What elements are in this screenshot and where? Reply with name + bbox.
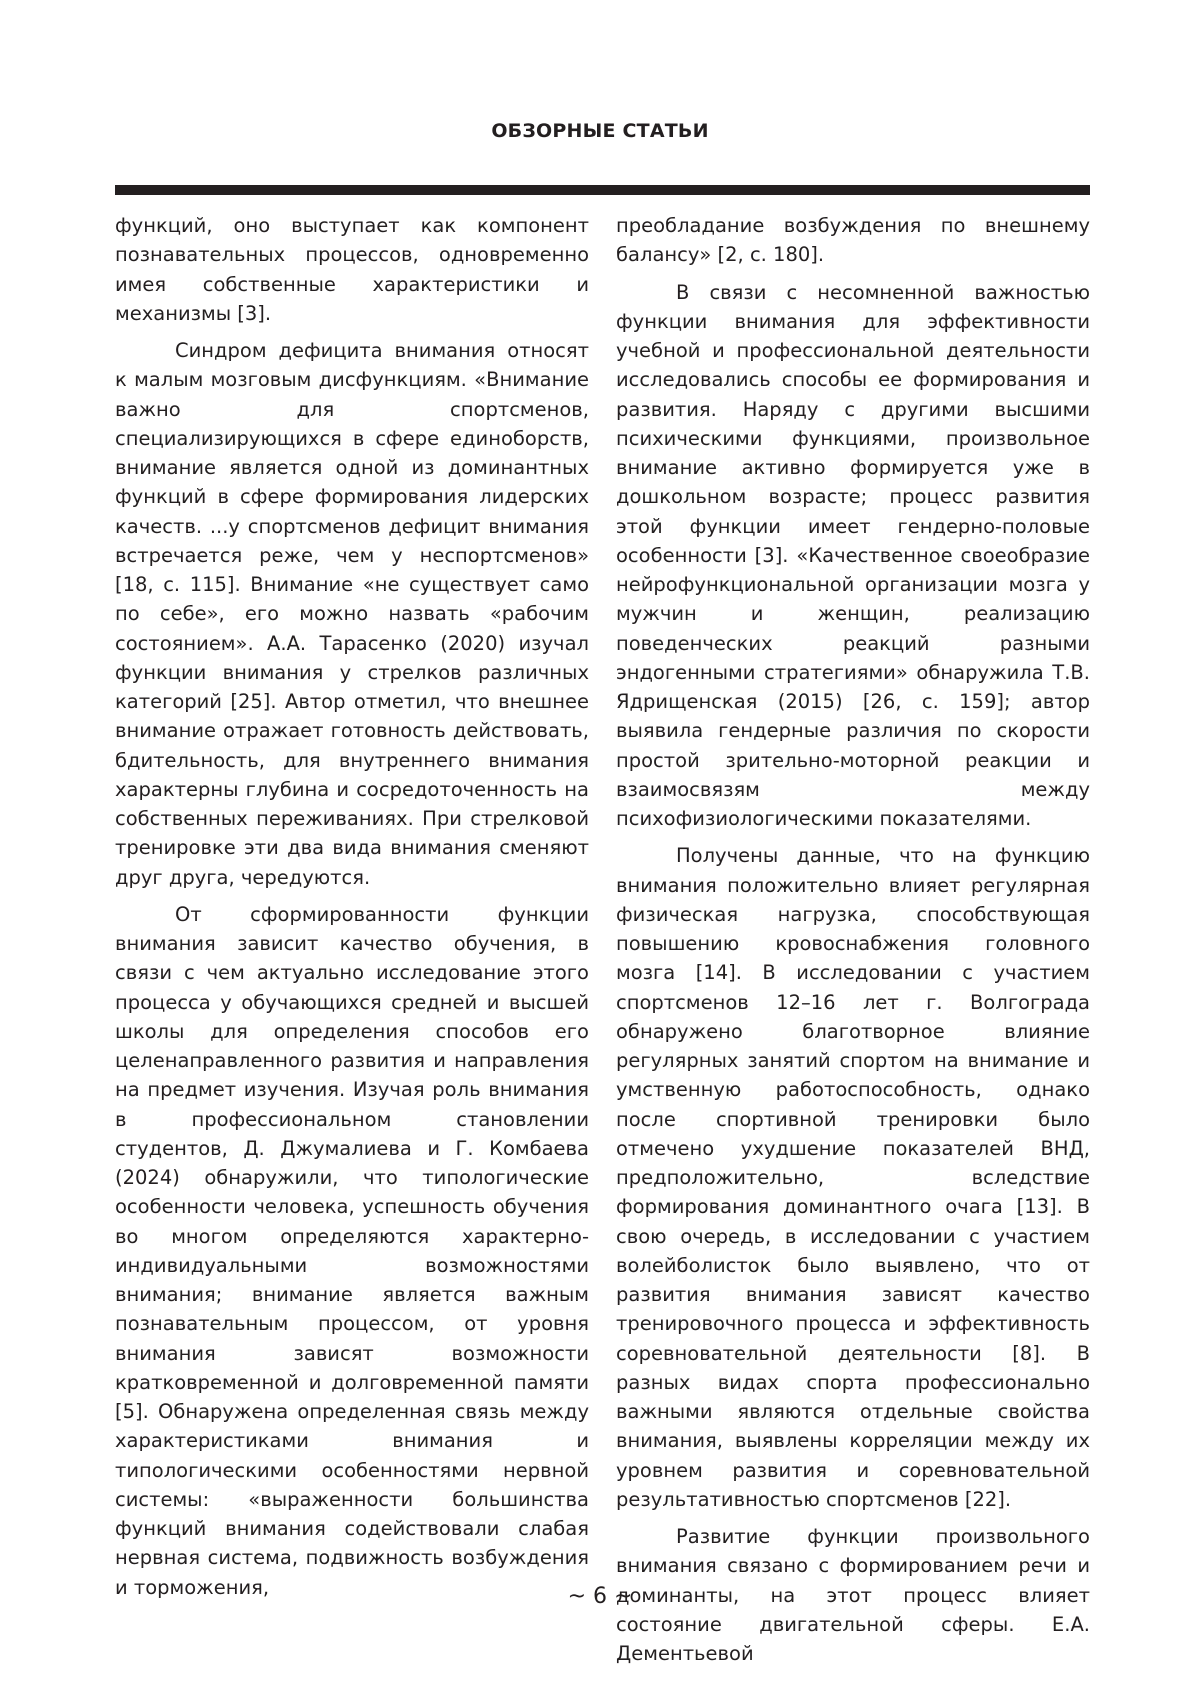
paragraph: От сформированности функции внимания зависит качество обучения, в связи с чем актуально исследование этого процесса у обучающихся средней и высшей школы для определения способов его целенаправленного развития и направления на предмет изучения. Изучая роль внимания в профессиональном становлении студентов, Д. Джумалиева и Г. Комбаева (2024) обнаружили, что типологические особенности человека, успешность обучения во многом определяются характерно-индивидуальными возможностями внимания; внимание является важным познавательным процессом, от уровня внимания зависят возможности кратковременной и долговременной памяти [5]. Обнаружена определенная связь между характеристиками внимания и типологическими особенностями нервной системы: «выраженности большинства функций внимания содействовали слабая нервная система, подвижность возбуждения и торможения, (115, 902, 589, 1599)
section-title: ОБЗОРНЫЕ СТАТЬИ (491, 120, 709, 142)
left-column (115, 211, 589, 1610)
paragraph: преобладание возбуждения по внешнему балансу» [2, с. 180]. (616, 214, 1090, 267)
right-column (616, 211, 1090, 1676)
header-rule (115, 185, 1090, 195)
paragraph: Получены данные, что на функцию внимания положительно влияет регулярная физическая нагрузка, способствующая повышению кровоснабжения головного мозга [14]. В исследовании с участием спортсменов 12–16 лет г. Волгограда обнаружено благотворное влияние регулярных занятий спортом на внимание и умственную работоспособность, однако после спортивной тренировки было отмечено ухудшение показателей ВНД, предположительно, вследствие формирования доминантного очага [13]. В свою очередь, в исследовании с участием волейболисток было выявлено, что от развития внимания зависят качество тренировочного процесса и эффективность соревновательной деятельности [8]. В разных видах спорта профессионально важными являются отдельные свойства внимания, выявлены корреляции между их уровнем развития и соревновательной результативностью спортсменов [22]. (616, 844, 1090, 1511)
paragraph: Развитие функции произвольного внимания связано с формированием речи и доминанты, на этот процесс влияет состояние двигательной сферы. Е.А. Дементьевой (616, 1525, 1090, 1665)
paragraph: В связи с несомненной важностью функции внимания для эффективности учебной и профессиональной деятельности исследовались способы ее формирования и развития. Наряду с другими высшими психическими функциями, произвольное внимание активно формируется уже в дошкольном возрасте; процесс развития этой функции имеет гендерно-половые особенности [3]. «Качественное своеобразие нейрофункциональной организации мозга у мужчин и женщин, реализацию поведенческих реакций разными эндогенными стратегиями» обнаружила Т.В. Ядрищенская (2015) [26, с. 159]; автор выявила гендерные различия по скорости простой зрительно-моторной реакции и взаимосвязям между психофизиологическими показателями. (616, 280, 1090, 830)
paragraph: функций, оно выступает как компонент познавательных процессов, одновременно имея собственные характеристики и механизмы [3]. (115, 214, 589, 325)
page-number: ~ 6 ~ (567, 1584, 633, 1609)
paragraph: Синдром дефицита внимания относят к малым мозговым дисфункциям. «Внимание важно для спортсменов, специализирующихся в сфере единоборств, внимание является одной из доминантных функций в сфере формирования лидерских качеств. ...у спортсменов дефицит внимания встречается реже, чем у неспортсменов» [18, с. 115]. Внимание «не существует само по себе», его можно назвать «рабочим состоянием». А.А. Тарасенко (2020) изучал функции внимания у стрелков различных категорий [25]. Автор отметил, что внешнее внимание отражает готовность действовать, бдительность, для внутреннего внимания характерны глубина и сосредоточенность на собственных переживаниях. При стрелковой тренировке эти два вида внимания сменяют друг друга, чередуются. (115, 339, 589, 889)
